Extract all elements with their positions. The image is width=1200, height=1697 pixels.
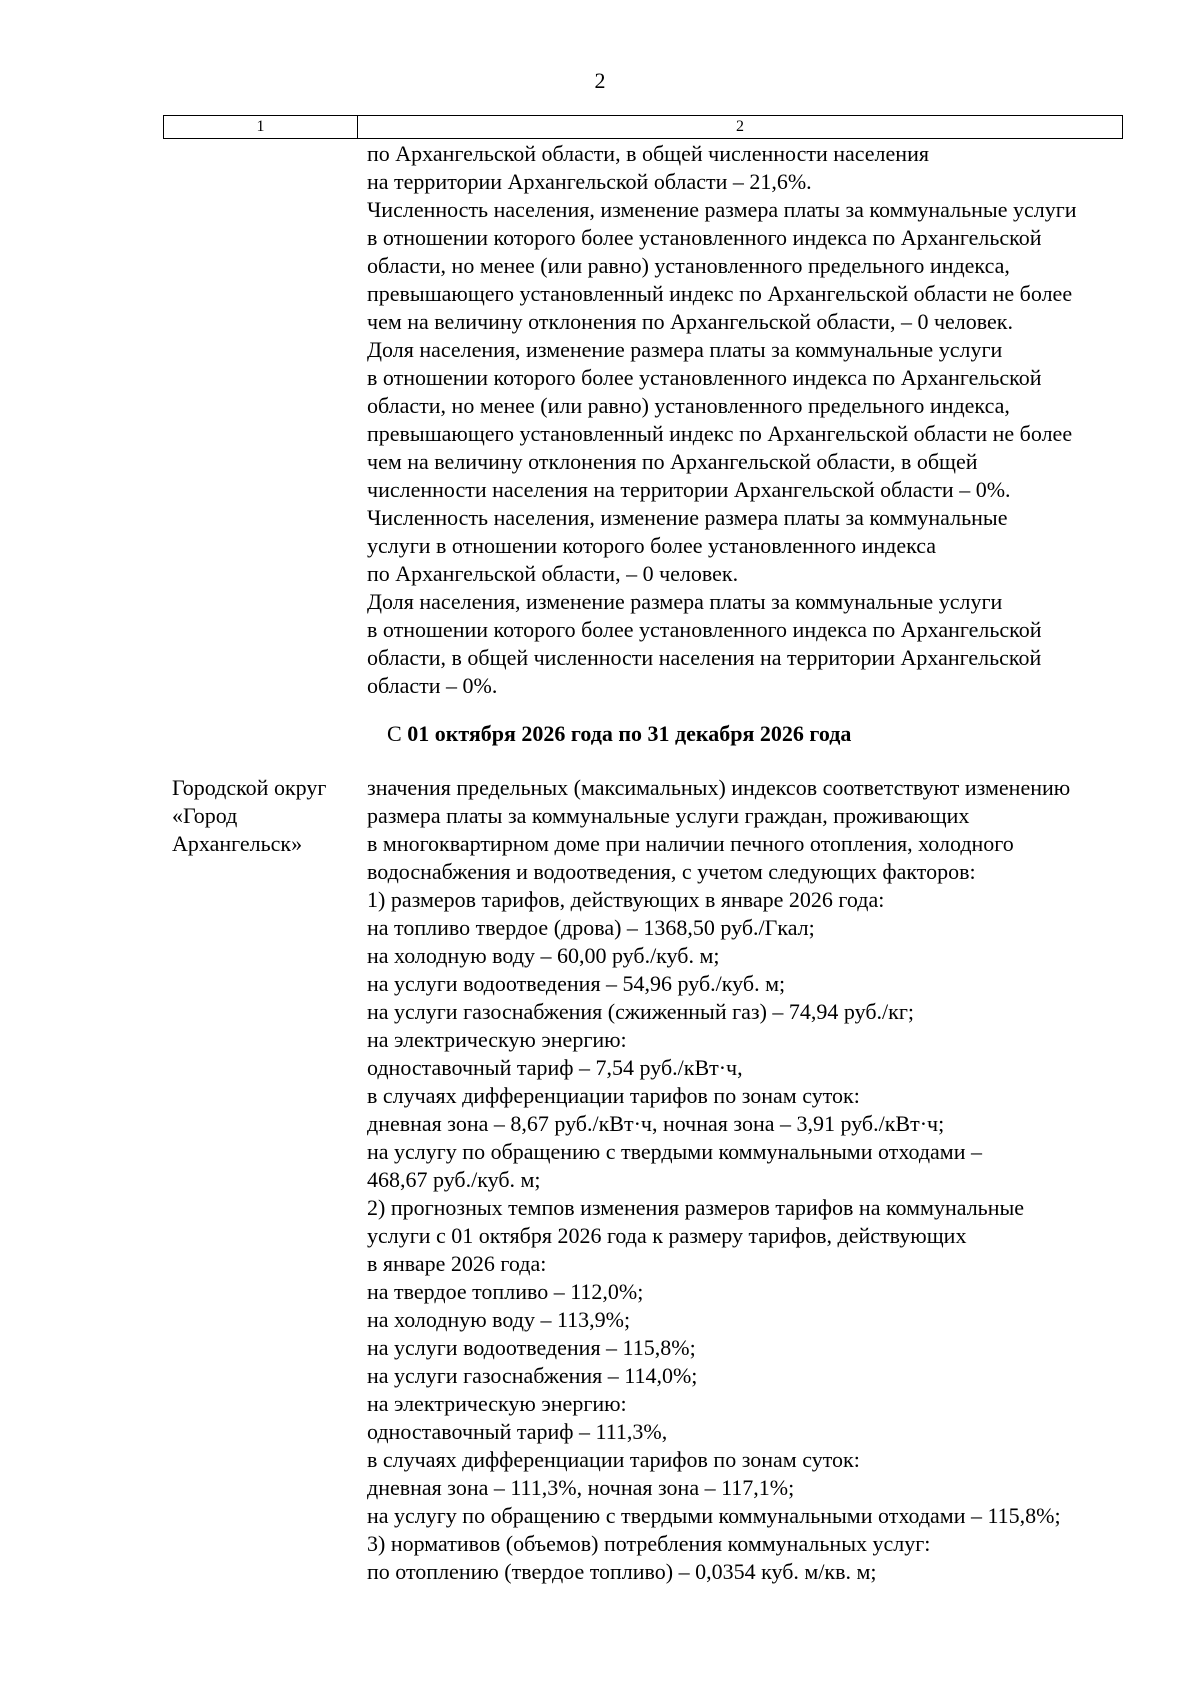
text-line: на холодную воду – 60,00 руб./куб. м; xyxy=(367,943,720,968)
text-line: в отношении которого более установленного индекса по Архангельской xyxy=(367,617,1042,642)
text-line: в отношении которого более установленного индекса по Архангельской xyxy=(367,225,1042,250)
section-title xyxy=(387,720,851,748)
text-line: по Архангельской области, в общей численности населения xyxy=(367,141,929,166)
text-line: на топливо твердое (дрова) – 1368,50 руб./Гкал; xyxy=(367,915,815,940)
text-line: на электрическую энергию: xyxy=(367,1027,627,1052)
text-line: в январе 2026 года: xyxy=(367,1251,547,1276)
municipality-line: Городской округ xyxy=(172,775,327,800)
text-line: на услугу по обращению с твердыми коммунальными отходами – xyxy=(367,1139,983,1164)
text-line: численности населения на территории Архангельской области – 0%. xyxy=(367,477,1011,502)
text-line: области, но менее (или равно) установленного предельного индекса, xyxy=(367,253,1010,278)
text-line: в многоквартирном доме при наличии печного отопления, холодного xyxy=(367,831,1014,856)
text-line: по отоплению (твердое топливо) – 0,0354 куб. м/кв. м; xyxy=(367,1559,877,1584)
text-line: одноставочный тариф – 7,54 руб./кВт·ч, xyxy=(367,1055,743,1080)
table-header-row xyxy=(163,115,1123,139)
table-header-col-1: 1 xyxy=(164,116,358,138)
text-line: значения предельных (максимальных) индексов соответствуют изменению xyxy=(367,775,1071,800)
municipality-name xyxy=(172,774,326,858)
municipality-line: «Город xyxy=(172,803,238,828)
text-line: в отношении которого более установленного индекса по Архангельской xyxy=(367,365,1042,390)
municipality-line: Архангельск» xyxy=(172,831,303,856)
text-line: превышающего установленный индекс по Архангельской области не более xyxy=(367,281,1073,306)
section-text xyxy=(367,774,1070,1586)
text-line: области – 0%. xyxy=(367,673,498,698)
text-line: на услугу по обращению с твердыми коммунальными отходами – 115,8%; xyxy=(367,1503,1061,1528)
text-line: 2) прогнозных темпов изменения размеров тарифов на коммунальные xyxy=(367,1195,1025,1220)
text-line: на услуги газоснабжения (сжиженный газ) – 74,94 руб./кг; xyxy=(367,999,914,1024)
text-line: услуги с 01 октября 2026 года к размеру тарифов, действующих xyxy=(367,1223,967,1248)
text-line: водоснабжения и водоотведения, с учетом следующих факторов: xyxy=(367,859,976,884)
text-line: чем на величину отклонения по Архангельской области, – 0 человек. xyxy=(367,309,1013,334)
text-line: дневная зона – 111,3%, ночная зона – 117,1%; xyxy=(367,1475,795,1500)
text-line: области, в общей численности населения на территории Архангельской xyxy=(367,645,1042,670)
text-line: 1) размеров тарифов, действующих в январе 2026 года: xyxy=(367,887,885,912)
text-line: на территории Архангельской области – 21,6%. xyxy=(367,169,812,194)
page-number: 2 xyxy=(594,68,606,93)
text-line: 468,67 руб./куб. м; xyxy=(367,1167,541,1192)
text-line: на электрическую энергию: xyxy=(367,1391,627,1416)
text-line: на услуги водоотведения – 54,96 руб./куб. м; xyxy=(367,971,786,996)
text-line: одноставочный тариф – 111,3%, xyxy=(367,1419,668,1444)
text-line: Доля населения, изменение размера платы за коммунальные услуги xyxy=(367,337,1003,362)
text-line: услуги в отношении которого более установленного индекса xyxy=(367,533,937,558)
text-line: размера платы за коммунальные услуги граждан, проживающих xyxy=(367,803,970,828)
text-line: в случаях дифференциации тарифов по зонам суток: xyxy=(367,1447,860,1472)
text-line: на холодную воду – 113,9%; xyxy=(367,1307,631,1332)
text-line: чем на величину отклонения по Архангельской области, в общей xyxy=(367,449,978,474)
text-line: Численность населения, изменение размера платы за коммунальные xyxy=(367,505,1008,530)
section-title-prefix: С xyxy=(387,721,408,746)
continuation-text xyxy=(367,140,1077,700)
text-line: на твердое топливо – 112,0%; xyxy=(367,1279,644,1304)
text-line: Численность населения, изменение размера платы за коммунальные услуги xyxy=(367,197,1077,222)
text-line: в случаях дифференциации тарифов по зонам суток: xyxy=(367,1083,860,1108)
text-line: дневная зона – 8,67 руб./кВт·ч, ночная зона – 3,91 руб./кВт·ч; xyxy=(367,1111,945,1136)
table-header-col-2: 2 xyxy=(736,118,744,135)
text-line: Доля населения, изменение размера платы за коммунальные услуги xyxy=(367,589,1003,614)
text-line: области, но менее (или равно) установленного предельного индекса, xyxy=(367,393,1010,418)
text-line: по Архангельской области, – 0 человек. xyxy=(367,561,739,586)
text-line: 3) нормативов (объемов) потребления коммунальных услуг: xyxy=(367,1531,931,1556)
text-line: превышающего установленный индекс по Архангельской области не более xyxy=(367,421,1073,446)
section-title-period: 01 октября 2026 года по 31 декабря 2026 года xyxy=(407,721,852,746)
text-line: на услуги водоотведения – 115,8%; xyxy=(367,1335,696,1360)
text-line: на услуги газоснабжения – 114,0%; xyxy=(367,1363,698,1388)
